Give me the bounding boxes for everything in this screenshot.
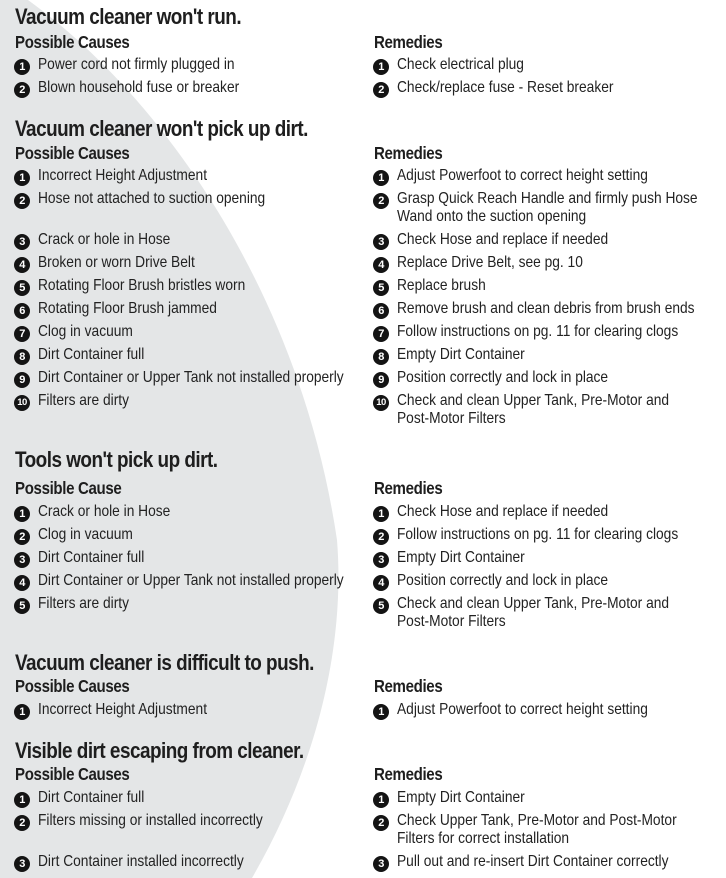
item-text: Post-Motor Filters [397, 410, 506, 427]
number-circle-icon: 2 [373, 82, 389, 98]
number-circle-icon: 2 [14, 529, 30, 545]
number-circle-icon: 1 [14, 704, 30, 720]
number-circle-icon: 10 [373, 395, 389, 411]
item-text: Replace brush [397, 277, 486, 294]
section-title: Vacuum cleaner is difficult to push. [15, 650, 314, 675]
number-circle-icon: 2 [14, 815, 30, 831]
number-circle-icon: 6 [373, 303, 389, 319]
number-circle-icon: 3 [14, 552, 30, 568]
item-text: Rotating Floor Brush bristles worn [38, 277, 246, 294]
item-text: Dirt Container full [38, 549, 145, 566]
item-text: Check electrical plug [397, 56, 524, 73]
number-circle-icon: 4 [14, 575, 30, 591]
item-text: Check/replace fuse - Reset breaker [397, 79, 614, 96]
remedies-heading: Remedies [374, 143, 443, 163]
section-title: Visible dirt escaping from cleaner. [15, 738, 304, 763]
number-circle-icon: 9 [373, 372, 389, 388]
item-text: Filters are dirty [38, 392, 129, 409]
number-circle-icon: 1 [14, 59, 30, 75]
item-text: Crack or hole in Hose [38, 231, 171, 248]
item-text: Follow instructions on pg. 11 for clearing clogs [397, 526, 679, 543]
number-circle-icon: 4 [14, 257, 30, 273]
number-circle-icon: 10 [14, 395, 30, 411]
item-text: Position correctly and lock in place [397, 572, 609, 589]
item-text: Filters are dirty [38, 595, 129, 612]
possible-causes-heading: Possible Causes [15, 143, 130, 163]
possible-causes-heading: Possible Causes [15, 764, 130, 784]
item-text: Dirt Container installed incorrectly [38, 853, 244, 870]
item-text: Dirt Container full [38, 346, 145, 363]
item-text: Empty Dirt Container [397, 346, 525, 363]
item-text: Clog in vacuum [38, 323, 133, 340]
item-text: Adjust Powerfoot to correct height setting [397, 167, 648, 184]
number-circle-icon: 1 [373, 704, 389, 720]
possible-causes-heading: Possible Cause [15, 478, 122, 498]
item-text: Check Hose and replace if needed [397, 503, 609, 520]
number-circle-icon: 1 [373, 506, 389, 522]
section-title: Vacuum cleaner won't pick up dirt. [15, 116, 308, 141]
item-text: Remove brush and clean debris from brush ends [397, 300, 695, 317]
item-text: Check and clean Upper Tank, Pre-Motor and [397, 595, 670, 612]
number-circle-icon: 3 [14, 856, 30, 872]
number-circle-icon: 3 [14, 234, 30, 250]
item-text: Dirt Container or Upper Tank not installed properly [38, 369, 344, 386]
number-circle-icon: 2 [373, 193, 389, 209]
number-circle-icon: 5 [14, 280, 30, 296]
number-circle-icon: 8 [373, 349, 389, 365]
number-circle-icon: 1 [373, 59, 389, 75]
number-circle-icon: 4 [373, 257, 389, 273]
number-circle-icon: 5 [373, 280, 389, 296]
number-circle-icon: 2 [14, 82, 30, 98]
remedies-heading: Remedies [374, 32, 443, 52]
item-text: Filters missing or installed incorrectly [38, 812, 263, 829]
number-circle-icon: 1 [14, 792, 30, 808]
section-title: Tools won't pick up dirt. [15, 447, 218, 472]
possible-causes-heading: Possible Causes [15, 676, 130, 696]
number-circle-icon: 2 [373, 529, 389, 545]
number-circle-icon: 1 [14, 506, 30, 522]
number-circle-icon: 1 [373, 792, 389, 808]
item-text: Power cord not firmly plugged in [38, 56, 235, 73]
number-circle-icon: 8 [14, 349, 30, 365]
remedies-heading: Remedies [374, 676, 443, 696]
item-text: Pull out and re-insert Dirt Container correctly [397, 853, 669, 870]
item-text: Filters for correct installation [397, 830, 570, 847]
remedies-heading: Remedies [374, 478, 443, 498]
number-circle-icon: 2 [14, 193, 30, 209]
item-text: Follow instructions on pg. 11 for clearing clogs [397, 323, 679, 340]
number-circle-icon: 7 [14, 326, 30, 342]
number-circle-icon: 9 [14, 372, 30, 388]
item-text: Dirt Container full [38, 789, 145, 806]
number-circle-icon: 3 [373, 856, 389, 872]
item-text: Adjust Powerfoot to correct height setting [397, 701, 648, 718]
number-circle-icon: 5 [373, 598, 389, 614]
item-text: Check Hose and replace if needed [397, 231, 609, 248]
item-text: Position correctly and lock in place [397, 369, 609, 386]
item-text: Clog in vacuum [38, 526, 133, 543]
item-text: Incorrect Height Adjustment [38, 701, 208, 718]
item-text: Dirt Container or Upper Tank not installed properly [38, 572, 344, 589]
number-circle-icon: 7 [373, 326, 389, 342]
number-circle-icon: 3 [373, 552, 389, 568]
number-circle-icon: 1 [14, 170, 30, 186]
remedies-heading: Remedies [374, 764, 443, 784]
section-title: Vacuum cleaner won't run. [15, 4, 242, 29]
item-text: Check and clean Upper Tank, Pre-Motor and [397, 392, 670, 409]
item-text: Grasp Quick Reach Handle and firmly push Hose [397, 190, 698, 207]
item-text: Post-Motor Filters [397, 613, 506, 630]
item-text: Empty Dirt Container [397, 789, 525, 806]
item-text: Rotating Floor Brush jammed [38, 300, 217, 317]
number-circle-icon: 3 [373, 234, 389, 250]
number-circle-icon: 2 [373, 815, 389, 831]
item-text: Check Upper Tank, Pre-Motor and Post-Motor [397, 812, 677, 829]
number-circle-icon: 1 [373, 170, 389, 186]
item-text: Hose not attached to suction opening [38, 190, 266, 207]
number-circle-icon: 6 [14, 303, 30, 319]
item-text: Broken or worn Drive Belt [38, 254, 195, 271]
item-text: Empty Dirt Container [397, 549, 525, 566]
item-text: Crack or hole in Hose [38, 503, 171, 520]
item-text: Blown household fuse or breaker [38, 79, 240, 96]
item-text: Replace Drive Belt, see pg. 10 [397, 254, 583, 271]
item-text: Incorrect Height Adjustment [38, 167, 208, 184]
number-circle-icon: 5 [14, 598, 30, 614]
item-text: Wand onto the suction opening [397, 208, 587, 225]
number-circle-icon: 4 [373, 575, 389, 591]
possible-causes-heading: Possible Causes [15, 32, 130, 52]
